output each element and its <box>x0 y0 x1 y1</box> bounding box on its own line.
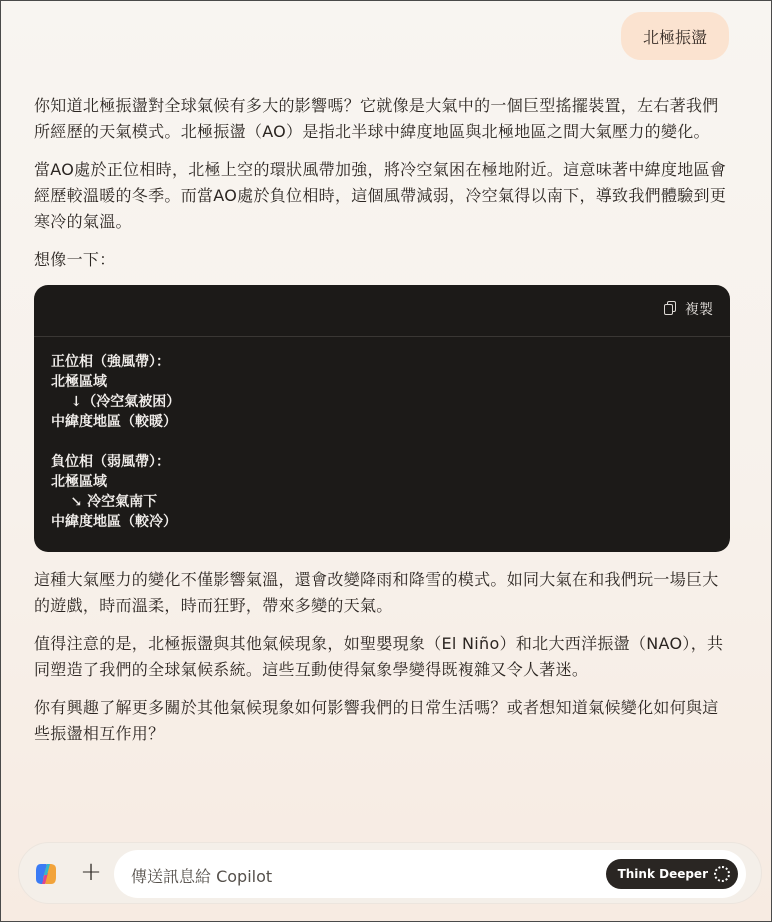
copy-button[interactable] <box>663 299 713 319</box>
reply-paragraph: 你有興趣了解更多關於其他氣候現象如何影響我們的日常生活嗎？或者想知道氣候變化如何與這些振盪相互作用？ <box>34 698 719 743</box>
assistant-reply <box>34 93 730 759</box>
think-deeper-label: Think Deeper <box>617 867 708 881</box>
reply-paragraph: 這種大氣壓力的變化不僅影響氣溫，還會改變降雨和降雪的模式。如同大氣在和我們玩一場巨大的遊戲，時而溫柔，時而狂野，帶來多變的天氣。 <box>34 570 719 615</box>
code-block <box>34 285 730 552</box>
message-composer <box>18 842 762 904</box>
copy-label: 複製 <box>685 302 713 318</box>
message-input-placeholder: 傳送訊息給 Copilot <box>131 867 273 886</box>
code-content: 正位相（強風帶）： 北極區域 ↓（冷空氣被困） 中緯度地區（較暖） 負位相（弱風帶）： 北極區域 ↘ 冷空氣南下 中緯度地區（較冷） <box>51 354 181 530</box>
think-deeper-button[interactable] <box>606 859 738 889</box>
user-message-bubble <box>621 12 729 60</box>
reply-paragraph: 當AO處於正位相時，北極上空的環狀風帶加強，將冷空氣困在極地附近。這意味著中緯度地區會經歷較溫暖的冬季。而當AO處於負位相時，這個風帶減弱，冷空氣得以南下，導致我們體驗到更寒冷的氣溫。 <box>34 160 727 231</box>
copy-icon <box>663 301 677 317</box>
reply-paragraph: 你知道北極振盪對全球氣候有多大的影響嗎？它就像是大氣中的一個巨型搖擺裝置，左右著我們所經歷的天氣模式。北極振盪（AO）是指北半球中緯度地區與北極地區之間大氣壓力的變化。 <box>34 96 719 141</box>
code-block-header <box>34 285 730 337</box>
message-input[interactable] <box>114 850 746 898</box>
reply-paragraph: 想像一下： <box>34 250 116 269</box>
add-button[interactable]: + <box>80 857 102 887</box>
user-message-text: 北極振盪 <box>642 27 707 47</box>
think-deeper-icon <box>714 866 730 882</box>
copilot-logo-icon[interactable] <box>33 861 59 887</box>
reply-paragraph: 值得注意的是，北極振盪與其他氣候現象，如聖嬰現象（El Niño）和北大西洋振盪（NAO），共同塑造了我們的全球氣候系統。這些互動使得氣象學變得既複雜又令人著迷。 <box>34 634 724 679</box>
